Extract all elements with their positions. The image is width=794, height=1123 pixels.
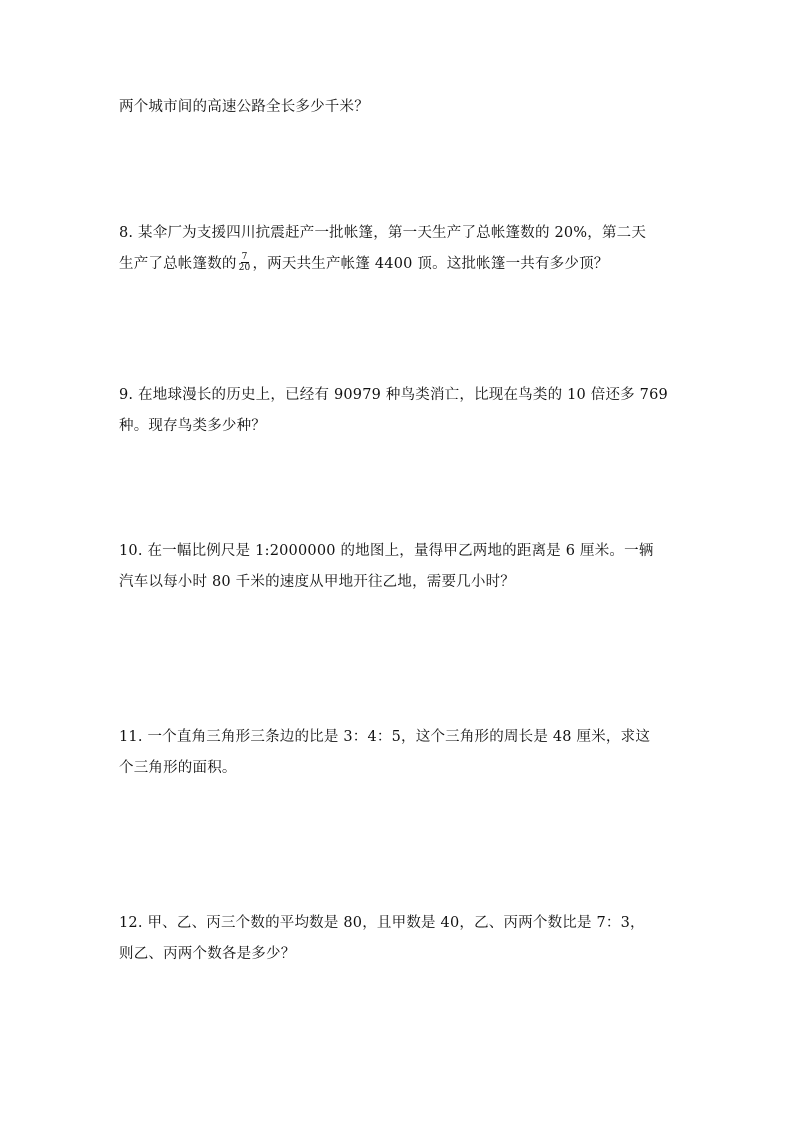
question-line-with-fraction [119, 249, 684, 280]
question-line: 则乙、丙两个数各是多少？ [119, 946, 296, 962]
question-line: 8. 某伞厂为支援四川抗震赶产一批帐篷，第一天生产了总帐篷数的 20%，第二天 [119, 225, 647, 241]
fraction-denominator: 20 [238, 262, 251, 273]
question-line: 11. 一个直角三角形三条边的比是 3：4：5，这个三角形的周长是 48 厘米，求这 [119, 729, 651, 745]
question-line: 种。现存鸟类多少种？ [119, 418, 266, 434]
question-12 [119, 908, 684, 970]
question-10 [119, 536, 684, 598]
question-line: 个三角形的面积。 [119, 760, 237, 776]
text-segment: ，两天共生产帐篷 4400 顶。这批帐篷一共有多少顶？ [252, 256, 609, 272]
question-8 [119, 218, 684, 280]
question-7-continuation [119, 92, 684, 123]
question-line: 9. 在地球漫长的历史上，已经有 90979 种鸟类消亡，比现在鸟类的 10 倍还多 769 [119, 387, 668, 403]
question-line: 汽车以每小时 80 千米的速度从甲地开往乙地，需要几小时？ [119, 574, 515, 590]
question-9 [119, 380, 684, 442]
fraction [238, 252, 252, 273]
question-line: 两个城市间的高速公路全长多少千米？ [119, 99, 369, 115]
question-11 [119, 722, 684, 784]
question-line: 10. 在一幅比例尺是 1:2000000 的地图上，量得甲乙两地的距离是 6 厘米。一辆 [119, 543, 654, 559]
text-segment: 生产了总帐篷数的 [119, 256, 237, 272]
fraction-numerator: 7 [241, 251, 248, 262]
question-line: 12. 甲、乙、丙三个数的平均数是 80，且甲数是 40，乙、丙两个数比是 7：3， [119, 915, 645, 931]
